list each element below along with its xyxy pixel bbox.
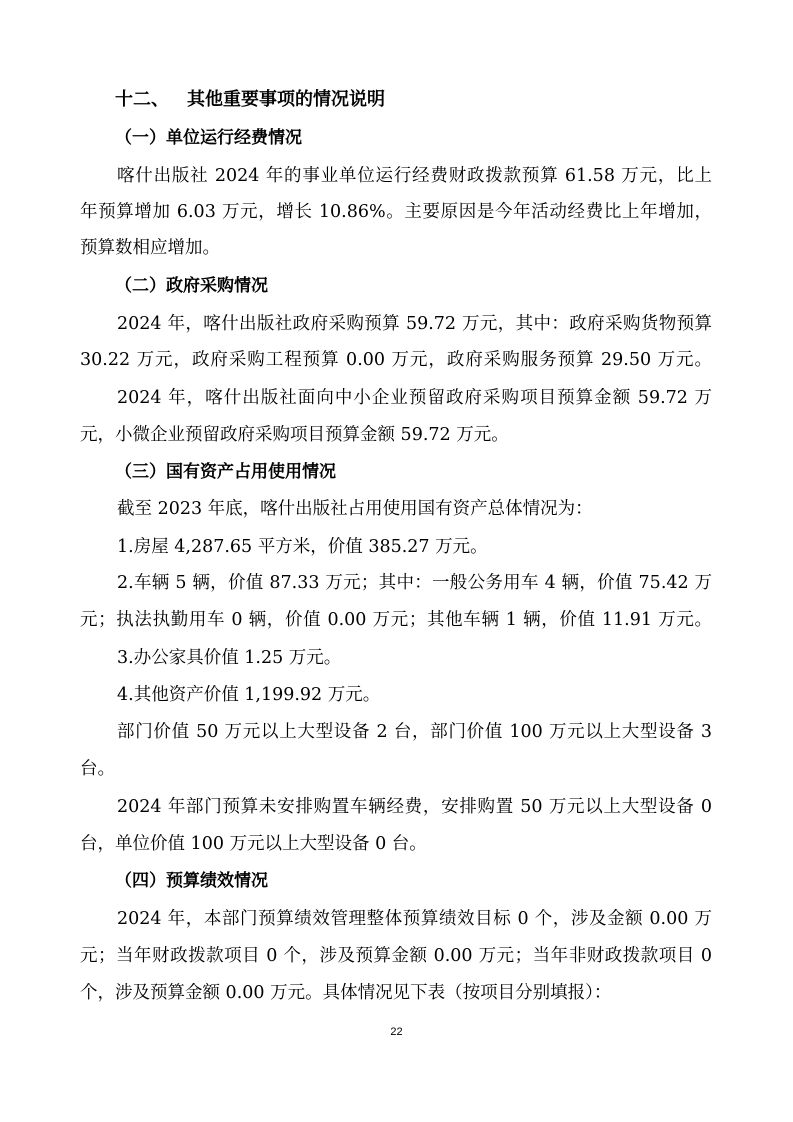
sub4-paragraph-line: 2024 年，本部门预算绩效管理整体预算绩效目标 0 个，涉及金额 0.00 万 [117, 909, 712, 929]
sub3-paragraph-line: 台。 [80, 759, 115, 779]
sub2-paragraph-line: 2024 年，喀什出版社面向中小企业预留政府采购项目预算金额 59.72 万 [117, 388, 712, 408]
sub2-paragraph-line: 30.22 万元，政府采购工程预算 0.00 万元，政府采购服务预算 29.50 万元。 [80, 350, 712, 370]
sub3-list-item: 4.其他资产价值 1,199.92 万元。 [117, 685, 381, 705]
sub3-list-item: 2.车辆 5 辆，价值 87.33 万元；其中：一般公务用车 4 辆，价值 75.42 万 [117, 573, 712, 593]
section-number: 十二、 [115, 89, 169, 110]
sub3-paragraph-line: 2024 年部门预算未安排购置车辆经费，安排购置 50 万元以上大型设备 0 [117, 797, 712, 817]
page-number: 22 [390, 1026, 403, 1038]
sub4-paragraph-line: 个，涉及预算金额 0.00 万元。具体情况见下表（按项目分别填报）： [80, 983, 612, 1003]
sub3-list-item: 元；执法执勤用车 0 辆，价值 0.00 万元；其他车辆 1 辆，价值 11.91 万元。 [80, 610, 712, 630]
sub1-heading: （一）单位运行经费情况 [115, 128, 302, 148]
sub1-paragraph-line: 喀什出版社 2024 年的事业单位运行经费财政拨款预算 61.58 万元，比上 [117, 166, 712, 186]
sub3-paragraph-line: 台，单位价值 100 万元以上大型设备 0 台。 [80, 834, 427, 854]
sub4-paragraph-line: 元；当年财政拨款项目 0 个，涉及预算金额 0.00 万元；当年非财政拨款项目 0 [80, 946, 712, 966]
sub3-paragraph-line: 部门价值 50 万元以上大型设备 2 台，部门价值 100 万元以上大型设备 3 [117, 722, 712, 742]
sub3-list-item: 3.办公家具价值 1.25 万元。 [117, 648, 342, 668]
sub3-heading: （三）国有资产占用使用情况 [115, 462, 336, 482]
sub1-paragraph-line: 预算数相应增加。 [80, 238, 220, 258]
sub4-heading: （四）预算绩效情况 [115, 871, 268, 891]
section-title: 其他重要事项的情况说明 [187, 89, 385, 110]
sub2-heading: （二）政府采购情况 [115, 276, 268, 296]
sub2-paragraph-line: 2024 年，喀什出版社政府采购预算 59.72 万元，其中：政府采购货物预算 [117, 314, 712, 334]
section-heading [115, 88, 747, 112]
sub1-paragraph-line: 年预算增加 6.03 万元，增长 10.86%。主要原因是今年活动经费比上年增加， [80, 202, 712, 222]
sub3-paragraph-line: 截至 2023 年底，喀什出版社占用使用国有资产总体情况为： [117, 499, 593, 519]
sub2-paragraph-line: 元，小微企业预留政府采购项目预算金额 59.72 万元。 [80, 425, 509, 445]
sub3-list-item: 1.房屋 4,287.65 平方米，价值 385.27 万元。 [117, 537, 488, 557]
